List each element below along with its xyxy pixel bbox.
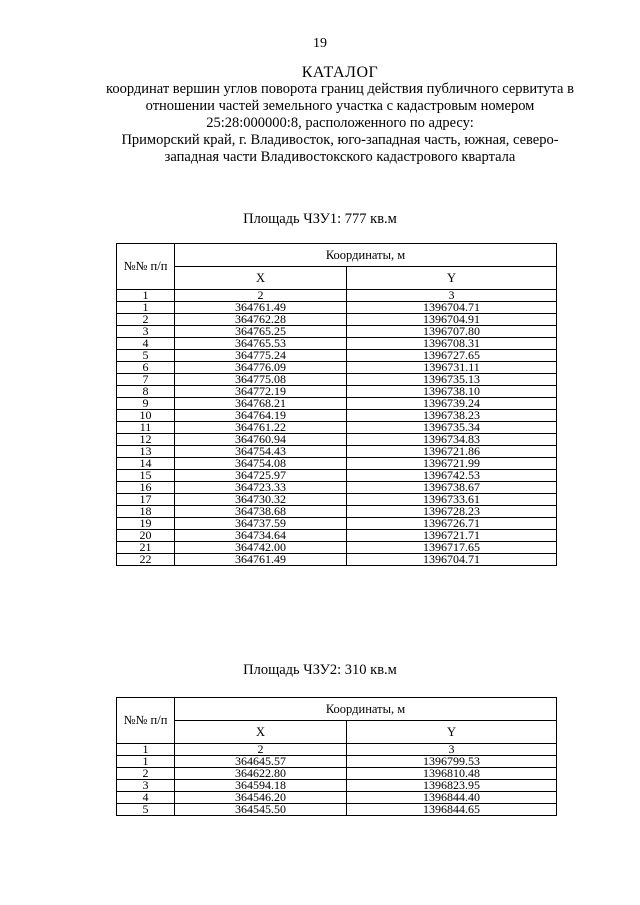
x-coordinate-cell: 364775.08 xyxy=(175,374,347,386)
x-coordinate-cell: 364730.32 xyxy=(175,494,347,506)
point-number-cell: 19 xyxy=(117,518,175,530)
x-coordinate-cell: 364772.19 xyxy=(175,386,347,398)
index-cell: 3 xyxy=(347,290,557,302)
y-coordinate-cell: 1396733.61 xyxy=(347,494,557,506)
x-coordinate-cell: 364737.59 xyxy=(175,518,347,530)
y-coordinate-cell: 1396726.71 xyxy=(347,518,557,530)
y-coordinate-cell: 1396727.65 xyxy=(347,350,557,362)
table-row xyxy=(117,362,557,374)
point-number-cell: 4 xyxy=(117,792,175,804)
index-cell: 3 xyxy=(347,744,557,756)
area-title-1: Площадь ЧЗУ1: 777 кв.м xyxy=(243,211,397,227)
table-row xyxy=(117,326,557,338)
point-number-cell: 16 xyxy=(117,482,175,494)
x-coordinate-cell: 364761.22 xyxy=(175,422,347,434)
table-row xyxy=(117,518,557,530)
point-number-cell: 15 xyxy=(117,470,175,482)
header-line: координат вершин углов поворота границ действия публичного сервитута в xyxy=(106,81,574,97)
index-cell: 2 xyxy=(175,290,347,302)
point-number-cell: 5 xyxy=(117,350,175,362)
x-coordinate-cell: 364762.28 xyxy=(175,314,347,326)
y-coordinate-cell: 1396707.80 xyxy=(347,326,557,338)
x-coordinate-cell: 364723.33 xyxy=(175,482,347,494)
header-coords: Координаты, м xyxy=(175,698,557,721)
y-coordinate-cell: 1396704.91 xyxy=(347,314,557,326)
table-row xyxy=(117,302,557,314)
table-row xyxy=(117,398,557,410)
table-row xyxy=(117,482,557,494)
point-number-cell: 1 xyxy=(117,302,175,314)
x-coordinate-cell: 364645.57 xyxy=(175,756,347,768)
header-line: западная части Владивостокского кадастрового квартала xyxy=(164,149,516,165)
point-number-cell: 18 xyxy=(117,506,175,518)
coordinates-table-2 xyxy=(116,697,557,816)
x-coordinate-cell: 364622.80 xyxy=(175,768,347,780)
x-coordinate-cell: 364734.64 xyxy=(175,530,347,542)
header-line: 25:28:000000:8, расположенного по адресу: xyxy=(206,115,474,131)
point-number-cell: 17 xyxy=(117,494,175,506)
y-coordinate-cell: 1396721.86 xyxy=(347,446,557,458)
y-coordinate-cell: 1396704.71 xyxy=(347,554,557,566)
x-coordinate-cell: 364754.43 xyxy=(175,446,347,458)
y-coordinate-cell: 1396738.67 xyxy=(347,482,557,494)
y-coordinate-cell: 1396721.71 xyxy=(347,530,557,542)
x-coordinate-cell: 364765.25 xyxy=(175,326,347,338)
point-number-cell: 21 xyxy=(117,542,175,554)
point-number-cell: 6 xyxy=(117,362,175,374)
table-row xyxy=(117,780,557,792)
x-coordinate-cell: 364546.20 xyxy=(175,792,347,804)
table-row xyxy=(117,506,557,518)
index-cell: 2 xyxy=(175,744,347,756)
y-coordinate-cell: 1396844.65 xyxy=(347,804,557,816)
x-coordinate-cell: 364725.97 xyxy=(175,470,347,482)
point-number-cell: 8 xyxy=(117,386,175,398)
table-row xyxy=(117,434,557,446)
y-coordinate-cell: 1396708.31 xyxy=(347,338,557,350)
table-row xyxy=(117,446,557,458)
y-coordinate-cell: 1396704.71 xyxy=(347,302,557,314)
table-row xyxy=(117,458,557,470)
point-number-cell: 1 xyxy=(117,756,175,768)
point-number-cell: 13 xyxy=(117,446,175,458)
index-cell: 1 xyxy=(117,744,175,756)
x-coordinate-cell: 364761.49 xyxy=(175,554,347,566)
header-y: Y xyxy=(347,721,557,744)
table-row xyxy=(117,768,557,780)
x-coordinate-cell: 364761.49 xyxy=(175,302,347,314)
header-y: Y xyxy=(347,267,557,290)
catalog-header xyxy=(70,64,610,166)
point-number-cell: 5 xyxy=(117,804,175,816)
y-coordinate-cell: 1396721.99 xyxy=(347,458,557,470)
point-number-cell: 3 xyxy=(117,326,175,338)
point-number-cell: 4 xyxy=(117,338,175,350)
table-row xyxy=(117,410,557,422)
x-coordinate-cell: 364738.68 xyxy=(175,506,347,518)
y-coordinate-cell: 1396734.83 xyxy=(347,434,557,446)
table-row xyxy=(117,554,557,566)
x-coordinate-cell: 364760.94 xyxy=(175,434,347,446)
catalog-title: КАТАЛОГ xyxy=(301,64,379,81)
y-coordinate-cell: 1396844.40 xyxy=(347,792,557,804)
point-number-cell: 22 xyxy=(117,554,175,566)
header-x: X xyxy=(175,721,347,744)
y-coordinate-cell: 1396735.34 xyxy=(347,422,557,434)
point-number-cell: 2 xyxy=(117,314,175,326)
y-coordinate-cell: 1396823.95 xyxy=(347,780,557,792)
x-coordinate-cell: 364776.09 xyxy=(175,362,347,374)
table-row xyxy=(117,494,557,506)
point-number-cell: 11 xyxy=(117,422,175,434)
x-coordinate-cell: 364742.00 xyxy=(175,542,347,554)
y-coordinate-cell: 1396717.65 xyxy=(347,542,557,554)
area-title-2: Площадь ЧЗУ2: 310 кв.м xyxy=(243,662,397,678)
point-number-cell: 20 xyxy=(117,530,175,542)
y-coordinate-cell: 1396739.24 xyxy=(347,398,557,410)
y-coordinate-cell: 1396738.10 xyxy=(347,386,557,398)
table-row xyxy=(117,422,557,434)
y-coordinate-cell: 1396810.48 xyxy=(347,768,557,780)
y-coordinate-cell: 1396742.53 xyxy=(347,470,557,482)
header-line: отношении частей земельного участка с кадастровым номером xyxy=(145,98,535,114)
y-coordinate-cell: 1396728.23 xyxy=(347,506,557,518)
table-row xyxy=(117,804,557,816)
header-line: Приморский край, г. Владивосток, юго-западная часть, южная, северо- xyxy=(121,132,559,148)
table-row xyxy=(117,756,557,768)
table-row xyxy=(117,542,557,554)
table-row xyxy=(117,338,557,350)
x-coordinate-cell: 364545.50 xyxy=(175,804,347,816)
point-number-cell: 14 xyxy=(117,458,175,470)
point-number-cell: 3 xyxy=(117,780,175,792)
header-coords: Координаты, м xyxy=(175,244,557,267)
page-number: 19 xyxy=(313,36,327,51)
index-cell: 1 xyxy=(117,290,175,302)
point-number-cell: 2 xyxy=(117,768,175,780)
table-row xyxy=(117,530,557,542)
coordinates-table-1 xyxy=(116,243,557,566)
y-coordinate-cell: 1396731.11 xyxy=(347,362,557,374)
header-x: X xyxy=(175,267,347,290)
header-num: №№ п/п xyxy=(117,244,175,290)
x-coordinate-cell: 364775.24 xyxy=(175,350,347,362)
table-row xyxy=(117,470,557,482)
table-row xyxy=(117,374,557,386)
table-row xyxy=(117,350,557,362)
x-coordinate-cell: 364594.18 xyxy=(175,780,347,792)
point-number-cell: 12 xyxy=(117,434,175,446)
point-number-cell: 7 xyxy=(117,374,175,386)
header-num: №№ п/п xyxy=(117,698,175,744)
point-number-cell: 9 xyxy=(117,398,175,410)
x-coordinate-cell: 364768.21 xyxy=(175,398,347,410)
table-row xyxy=(117,386,557,398)
table-row xyxy=(117,314,557,326)
y-coordinate-cell: 1396735.13 xyxy=(347,374,557,386)
point-number-cell: 10 xyxy=(117,410,175,422)
y-coordinate-cell: 1396738.23 xyxy=(347,410,557,422)
x-coordinate-cell: 364765.53 xyxy=(175,338,347,350)
y-coordinate-cell: 1396799.53 xyxy=(347,756,557,768)
x-coordinate-cell: 364754.08 xyxy=(175,458,347,470)
x-coordinate-cell: 364764.19 xyxy=(175,410,347,422)
table-row xyxy=(117,792,557,804)
